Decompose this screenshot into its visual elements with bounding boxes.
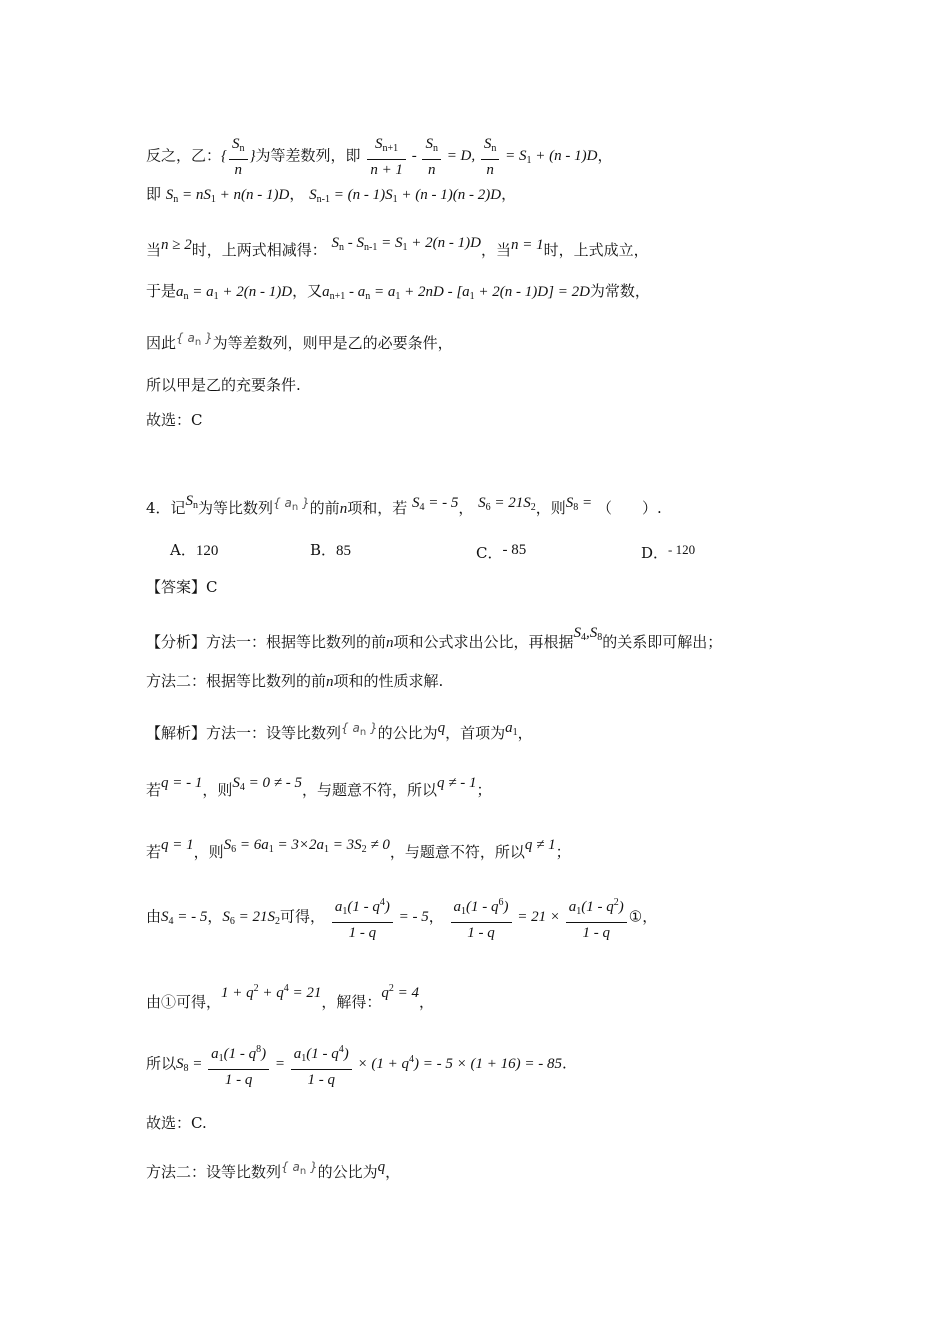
text: ，又 [292, 282, 323, 300]
text: ， [458, 499, 474, 517]
solution-line-1 [146, 717, 533, 744]
math-q: q [377, 1159, 386, 1175]
text: ①， [628, 907, 658, 926]
math-s4: $S_4$ = - 5 [411, 495, 459, 513]
math-q-ne-1: q ≠ 1 [524, 837, 556, 853]
text: 当 [146, 241, 162, 259]
text: 可得， [280, 907, 326, 926]
text: 若 [146, 781, 162, 799]
text: ； [555, 843, 571, 861]
text: ，与题意不符，所以 [389, 843, 525, 861]
text: 方法二：设等比数列 [146, 1163, 282, 1181]
math-seq-an: { $a_n$ } [281, 1160, 318, 1177]
text: 为等比数列 [198, 499, 274, 517]
text: ， [207, 907, 223, 926]
math-q-eq-1: q = 1 [161, 837, 194, 853]
math-sn-over-n: { $\frac{S_n}{n}$ } [221, 136, 256, 178]
text: 方法二：根据等比数列的前 [146, 672, 327, 690]
math-q-ne-neg1: q ≠ - 1 [437, 775, 477, 791]
option-label: C． [476, 544, 503, 562]
text: 项和，若 [347, 499, 408, 517]
text: 所以 [146, 1054, 177, 1073]
analysis-line-1 [146, 622, 722, 654]
line-1 [146, 134, 613, 180]
analysis-line-2 [146, 670, 443, 693]
text: ； [476, 781, 492, 799]
math-q2-eq-4: $q^2 = 4$ [381, 983, 420, 1001]
math-s4-zero: $S_4 = 0$ ≠ - 5 [232, 775, 303, 793]
solution-line-5 [146, 978, 434, 1013]
text: 由①可得， [146, 993, 222, 1011]
math-sn: $S_n = nS_1 + n(n - 1)D$ [165, 187, 290, 205]
text: ， [289, 185, 305, 203]
text: 为等差数列，即 [255, 146, 361, 165]
option-b [310, 539, 351, 562]
math-seq-an: { $a_n$ } [273, 496, 310, 513]
text: ， [501, 185, 517, 203]
line-3 [146, 232, 649, 261]
math-s8: $S_8$ = [565, 495, 593, 513]
text: 即 [146, 185, 162, 203]
text: 因此 [146, 334, 177, 352]
text: 反之，乙： [146, 146, 222, 165]
math-quadratic: $1 + q^2 + q^4 = 21$ [221, 983, 322, 1001]
text: 为常数， [589, 282, 650, 300]
text: 的公比为 [317, 1163, 378, 1181]
math-n-ge-2: n ≥ 2 [161, 237, 192, 253]
line-5 [146, 327, 453, 354]
text: ， [517, 724, 533, 742]
question-number: 4．记 [146, 499, 186, 517]
math-q-eq-neg1: q = - 1 [161, 775, 203, 791]
option-label: B． [310, 541, 337, 559]
line-7: 故选：C [146, 411, 203, 429]
math-n: n [339, 501, 348, 517]
option-value: 120 [195, 543, 219, 559]
solution-line-6 [146, 1040, 567, 1090]
option-value: - 120 [668, 542, 696, 557]
option-a [170, 539, 218, 562]
line-6: 所以甲是乙的充要条件. [146, 376, 301, 394]
math-sn-1: $S_{n-1} = (n - 1)S_1 + (n - 1)(n - 2)D$ [309, 187, 502, 205]
math-difference: $S_n - S_{n-1} = S_1 + 2(n - 1)D$ [331, 235, 481, 253]
math-sn: $S_n$ [185, 493, 199, 511]
text: 项和公式求出公比，再根据 [393, 633, 574, 651]
math-eq-s4: $\frac{a_1(1 - q^4)}{1 - q}$ = - 5 [330, 909, 429, 925]
math-s4-s8: $S_4,S_8$ [573, 625, 603, 643]
solution-done: 故选：C. [146, 1114, 207, 1132]
text: 【分析】方法一：根据等比数列的前 [146, 633, 387, 651]
text: ，则 [535, 499, 566, 517]
option-label: A． [170, 541, 196, 559]
text: 时，上式成立， [543, 241, 649, 259]
math-recurrence: $\frac{S_{n+1}}{n + 1}$ - $\frac{S_n}{n}$ = D, $\frac{S_n}{n}$ = $S_1 + (n - 1)D$ [365, 148, 597, 164]
text: 若 [146, 843, 162, 861]
math-n: n [326, 674, 334, 690]
math-s6: $S_6 = 21S_2$ [222, 909, 281, 928]
math-s6: $S_6 = 21S_2$ [478, 495, 536, 513]
option-label: D． [641, 544, 669, 562]
question-4 [146, 490, 662, 520]
text: 的前 [309, 499, 340, 517]
line-4 [146, 280, 650, 308]
math-n: n [386, 635, 394, 651]
text: ， [385, 1163, 401, 1181]
math-s4: $S_4$ = - 5 [161, 909, 208, 928]
option-d [641, 539, 695, 564]
math-eq-s6: $\frac{a_1(1 - q^6)}{1 - q}$ = 21 × $\frac{a_1(1 - q^2)}{1 - q}$ [449, 909, 629, 925]
option-value: 85 [336, 543, 352, 559]
text: ，与题意不符，所以 [302, 781, 438, 799]
text: ，当 [480, 241, 511, 259]
math-n-eq-1: n = 1 [510, 237, 544, 253]
option-c [476, 539, 526, 564]
math-a1: $a_1$ [505, 720, 518, 738]
text: ， [428, 907, 444, 926]
option-value: - 85 [502, 542, 527, 558]
math-s6-calc: $S_6 = 6a_1 = 3\times 2a_1 = 3S_2 \ne 0$ [223, 837, 390, 855]
solution-line-2 [146, 772, 492, 801]
text: 为等差数列，则甲是乙的必要条件， [212, 334, 453, 352]
solution-line-3 [146, 834, 571, 863]
solution-line-4 [146, 893, 657, 943]
text: ，则 [193, 843, 224, 861]
math-an-diff: $a_{n+1} - a_n = a_1 + 2nD - [a_1 + 2(n - 1)D] = 2D$ [322, 284, 590, 302]
math-s8-result: $S_8$ = $\frac{a_1(1 - q^8)}{1 - q}$ = $\frac{a_1(1 - q^4)}{1 - q}$ × $(1 + q^4)$ = - 5 × (1 + 16) = - 85 [176, 1056, 562, 1072]
text: （ ）. [596, 499, 662, 517]
math-an: $a_n = a_1 + 2(n - 1)D$ [176, 284, 293, 302]
text: 的关系即可解出； [602, 633, 723, 651]
text: ，首项为 [445, 724, 506, 742]
text: 时，上两式相减得： [191, 241, 327, 259]
text: 【解析】方法一：设等比数列 [146, 724, 342, 742]
text: ，解得： [321, 993, 382, 1011]
text: ，则 [202, 781, 233, 799]
text: 由 [146, 907, 162, 926]
text: 于是 [146, 282, 177, 300]
text: ， [419, 993, 435, 1011]
text: 项和的性质求解. [333, 672, 444, 690]
math-seq-an: { $a_n$ } [176, 331, 213, 348]
method-two [146, 1156, 400, 1183]
answer: 【答案】C [146, 578, 218, 596]
math-seq-an: { $a_n$ } [341, 721, 378, 738]
text: 的公比为 [377, 724, 438, 742]
text: ， [597, 146, 613, 165]
line-2 [146, 183, 516, 211]
math-q: q [437, 720, 446, 736]
text: . [561, 1054, 567, 1073]
